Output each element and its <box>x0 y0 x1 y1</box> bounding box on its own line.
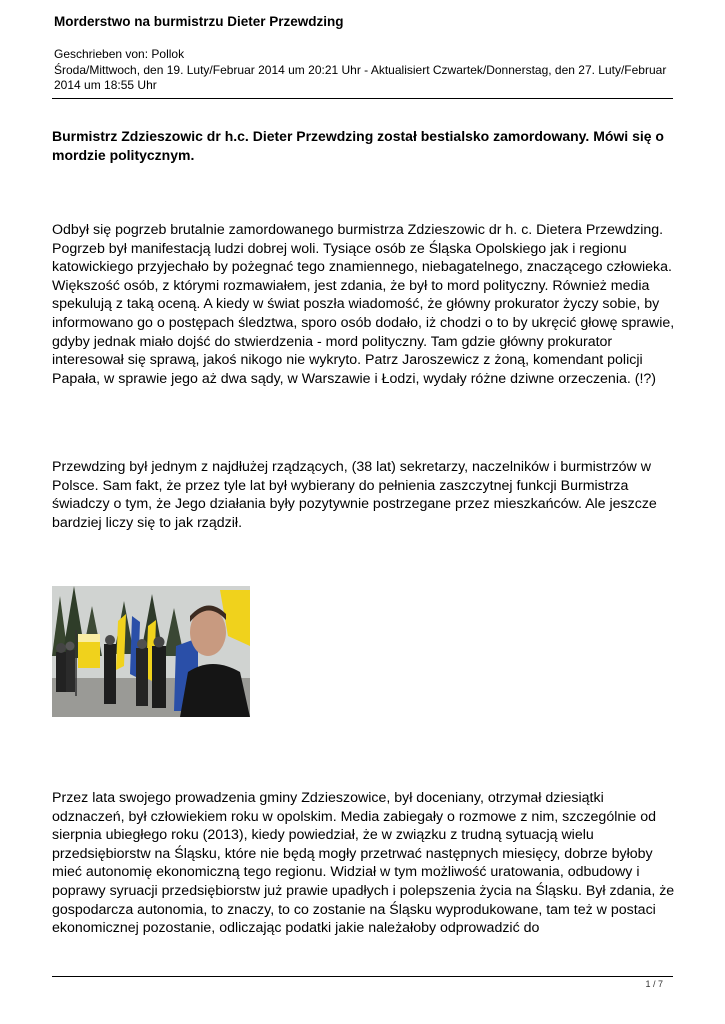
paragraph-1: Odbył się pogrzeb brutalnie zamordowanego burmistrza Zdzieszowic dr h. c. Dietera Przewdzing. Pogrzeb był manifestacją ludzi dobrej woli. Tysiące osób ze Śląska Opolskiego jak i regionu katowickiego przyjechało by pożegnać tego znamiennego, niebagatelnego, znaczącego człowieka. Większość osób, z którymi rozmawiałem, jest zdania, że był to mord polityczny. Również media spekulują z taką oceną. A kiedy w świat poszła wiadomość, że główny prokurator życzy sobie, by informowano go o postępach śledztwa, sporo osób dodało, iż chodzi o to by ukręcić głowę sprawie, gdyby jednak miało dojść do stwierdzenia - mord polityczny. Tam gdzie główny prokurator interesował się sprawą, jakoś nikogo nie wykryto. Patrz Jaroszewicz z żoną, komendant policji Papała, w sprawie jego aż dwa sądy, w Warszawie i Łodzi, wydały różne dziwne orzeczenia. (!?) <box>52 222 675 387</box>
author-line: Geschrieben von: Pollok <box>54 47 185 61</box>
funeral-crowd-photo-icon <box>52 586 250 717</box>
paragraph-3: Przez lata swojego prowadzenia gminy Zdzieszowice, był doceniany, otrzymał dziesiątki odznaczeń, był człowiekiem roku w opolskim. Media zabiegały o rozmowe z nim, szczególnie od sierpnia ubiegłego roku (2013), kiedy powiedział, że w związku z trudną sytuacją wielu przedsiębiorstw na Śląsku, które nie będą mogły przetrwać następnych miesięcy, dobrze byłoby mieć autonomię ekonomiczną tego regionu. Widział w tym możliwość uratowania, odbudowy i poprawy syruacji przedsiębiorstw już prawie upadłych i polepszenia życia na Śląsku. Był zdania, że gospodarcza autonomia, to znaczy, to co zostanie na Śląsku wyprodukowane, tam też w postaci ekonomicznej pozostanie, odliczając podatki jakie należałoby odprowadzić do <box>52 790 675 937</box>
paragraph-2: Przewdzing był jednym z najdłużej rządzących, (38 lat) sekretarzy, naczelników i burmistrzów w Polsce. Sam fakt, że przez tyle lat był wybierany do pełnienia zaszczytnej funkcji Burmistrza świadczy o tym, że Jego działania były pozytywnie postrzegane przez mieszkańców. Ale jeszcze bardziej liczy się to jak rządził. <box>52 459 657 531</box>
funeral-photo <box>52 586 250 717</box>
date-line: Środa/Mittwoch, den 19. Luty/Februar 2014 um 20:21 Uhr - Aktualisiert Czwartek/Donnerstag, den 27. Luty/Februar 2014 um 18:55 Uhr <box>54 62 667 92</box>
document-title: Morderstwo na burmistrzu Dieter Przewdzing <box>54 14 344 29</box>
article-lead: Burmistrz Zdzieszowic dr h.c. Dieter Przewdzing został bestialsko zamordowany. Mówi się o mordzie politycznym. <box>52 128 664 163</box>
header-divider <box>52 98 673 99</box>
page-number: 1 / 7 <box>645 979 663 989</box>
footer-divider <box>52 976 673 977</box>
article-meta <box>54 47 674 94</box>
